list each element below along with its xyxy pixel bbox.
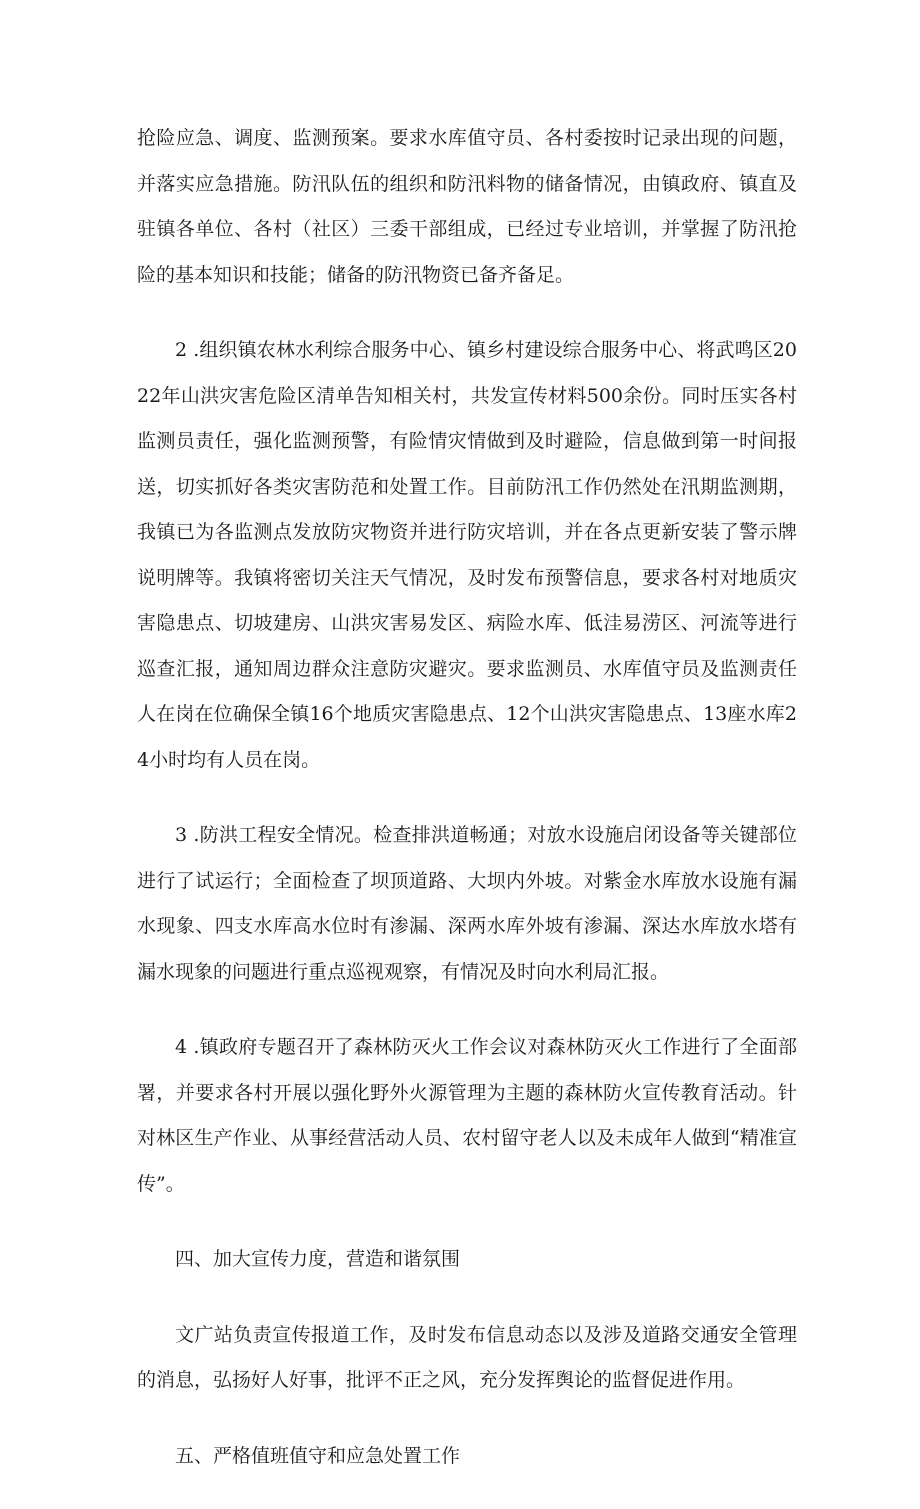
document-body: [137, 116, 797, 1509]
section-heading-5: 五、严格值班值守和应急处置工作: [175, 1444, 461, 1467]
paragraph-item-3: 3 .防洪工程安全情况。检查排洪道畅通；对放水设施启闭设备等关键部位进行了试运行；全面检查了坝顶道路、大坝内外坡。对紫金水库放水设施有漏水现象、四支水库高水位时有渗漏、深两水库外坡有渗漏、深达水库放水塔有漏水现象的问题进行重点巡视观察，有情况及时向水利局汇报。: [137, 824, 797, 983]
paragraph-emergency-plan: 抢险应急、调度、监测预案。要求水库值守员、各村委按时记录出现的问题，并落实应急措施。防汛队伍的组织和防汛料物的储备情况，由镇政府、镇直及驻镇各单位、各村（社区）三委干部组成，已经过专业培训，并掌握了防汛抢险的基本知识和技能；储备的防汛物资已备齐备足。: [137, 127, 797, 286]
paragraph-publicity: 文广站负责宣传报道工作，及时发布信息动态以及涉及道路交通安全管理的消息，弘扬好人好事，批评不正之风，充分发挥舆论的监督促进作用。: [137, 1323, 797, 1391]
section-heading-4: 四、加大宣传力度，营造和谐氛围: [175, 1248, 461, 1270]
paragraph-item-2: 2 .组织镇农林水利综合服务中心、镇乡村建设综合服务中心、将武鸣区2022年山洪灾害危险区清单告知相关村，共发宣传材料500余份。同时压实各村监测员责任，强化监测预警，有险情灾情做到及时避险，信息做到第一时间报送，切实抓好各类灾害防范和处置工作。目前防汛工作仍然处在汛期监测期，我镇已为各监测点发放防灾物资并进行防灾培训，并在各点更新安装了警示牌说明牌等。我镇将密切关注天气情况，及时发布预警信息，要求各村对地质灾害隐患点、切坡建房、山洪灾害易发区、病险水库、低洼易涝区、河流等进行巡查汇报，通知周边群众注意防灾避灾。要求监测员、水库值守员及监测责任人在岗在位确保全镇16个地质灾害隐患点、12个山洪灾害隐患点、13座水库24小时均有人员在岗。: [137, 339, 797, 771]
paragraph-item-4: 4 .镇政府专题召开了森林防灭火工作会议对森林防灭火工作进行了全面部署，并要求各村开展以强化野外火源管理为主题的森林防火宣传教育活动。针对林区生产作业、从事经营活动人员、农村留守老人以及未成年人做到“精准宣传”。: [137, 1036, 797, 1195]
